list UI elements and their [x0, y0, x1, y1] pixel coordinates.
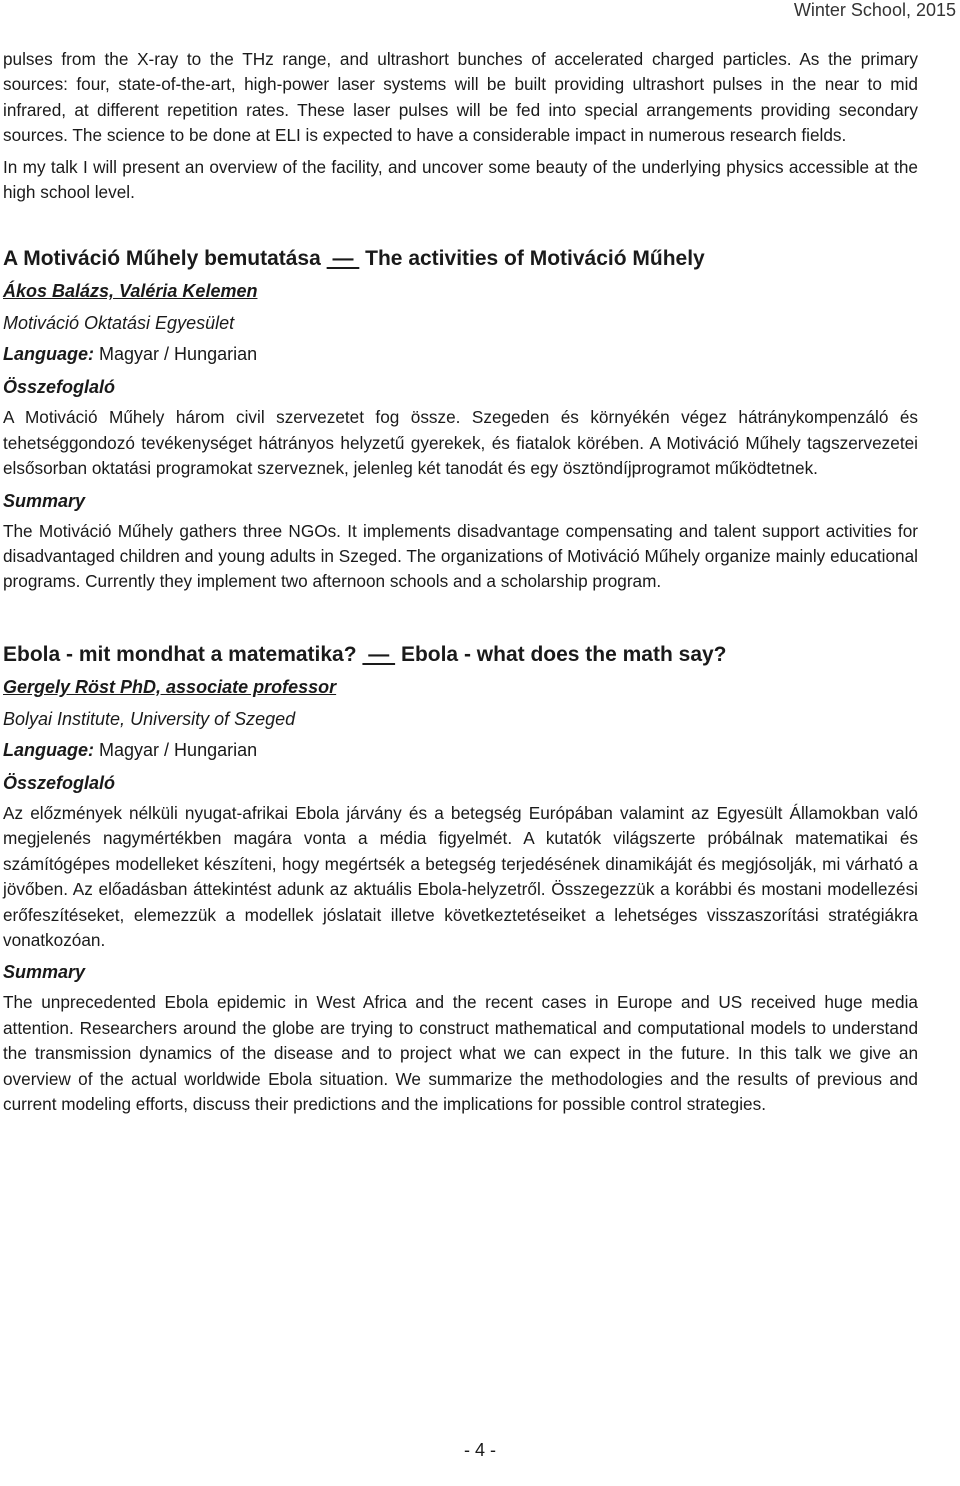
page-body	[3, 47, 918, 1117]
abstract-en: The unprecedented Ebola epidemic in West Africa and the recent cases in Europe and US received huge media attention. Researchers around the globe are trying to construct mathematical and computational models to understand the transmission dynamics of the disease and to project what we can expect in the future. In this talk we give an overview of the actual worldwide Ebola situation. We summarize the methodologies and the results of previous and current modeling efforts, discuss their predictions and the implications for possible control strategies.	[3, 992, 918, 1114]
talk-language	[3, 736, 918, 764]
language-label: Language:	[3, 739, 95, 760]
talk-title	[3, 641, 918, 669]
abstract-hu: Az előzmények nélküli nyugat-afrikai Ebola járvány és a betegség Európában valamint az Egyesült Államokban való megjelenés nagymértékben magára vonta a média figyelmét. A kutatók világszerte próbálnak matematikai és számítógépes modelleket készíteni, hogy megértsék a betegség terjedésének dinamikáját és megjósolják, mi várható a jövőben. Az előadásban áttekintést adunk az aktuális Ebola-helyzetről. Összegezzük a korábbi és mostani modellezési erőfeszítéseket, elemezzük a modellek jóslatait illetve következtetéseiket a lehetséges visszaszorítási stratégiákra vonatkozóan.	[3, 802, 918, 950]
title-separator: —	[362, 642, 396, 666]
talk-title-en: Ebola - what does the math say?	[400, 642, 727, 666]
talk-section	[3, 245, 918, 594]
talk-authors: Gergely Röst PhD, associate professor	[3, 676, 337, 697]
intro-paragraph: pulses from the X-ray to the THz range, and ultrashort bunches of accelerated charged particles. As the primary sources: four, state-of-the-art, high-power laser systems will be built providing ultrashort pulses in the near to mid infrared, at different repetition rates. These laser pulses will be fed into special arrangements providing secondary sources. The science to be done at ELI is expected to have a considerable impact in numerous research fields.	[3, 49, 918, 146]
abstract-hu-heading: Összefoglaló	[3, 772, 116, 793]
title-separator: —	[326, 247, 360, 271]
running-header: Winter School, 2015	[793, 0, 956, 20]
language-label: Language:	[3, 344, 95, 365]
page-number: - 4 -	[463, 1440, 496, 1460]
talk-authors: Ákos Balázs, Valéria Kelemen	[3, 281, 258, 302]
abstract-en-heading: Summary	[3, 490, 86, 511]
talk-title-en: The activities of Motiváció Műhely	[365, 247, 705, 271]
talk-affiliation: Bolyai Institute, University of Szeged	[3, 708, 296, 729]
talk-language	[3, 340, 918, 368]
abstract-en: The Motiváció Műhely gathers three NGOs. It implements disadvantage compensating and talent support activities for disadvantaged children and young adults in Szeged. The organizations of Motiváció Műhely organize mainly educational programs. Currently they implement two afternoon schools and a scholarship program.	[3, 520, 918, 592]
abstract-hu-heading: Összefoglaló	[3, 377, 116, 398]
language-value: Magyar / Hungarian	[99, 739, 258, 760]
talk-section	[3, 641, 918, 1117]
talk-title	[3, 245, 918, 273]
talk-affiliation: Motiváció Oktatási Egyesület	[3, 313, 235, 334]
intro-paragraph: In my talk I will present an overview of the facility, and uncover some beauty of the underlying physics accessible at the high school level.	[3, 156, 918, 203]
abstract-en-heading: Summary	[3, 962, 86, 983]
language-value: Magyar / Hungarian	[99, 344, 258, 365]
talk-title-hu: Ebola - mit mondhat a matematika?	[3, 642, 357, 666]
talk-title-hu: A Motiváció Műhely bemutatása	[3, 247, 321, 271]
abstract-hu: A Motiváció Műhely három civil szervezetet fog össze. Szegeden és környékén végez hátránykompenzáló és tehetséggondozó tevékenységet hátrányos helyzetű gyerekek, és fiatalok körében. A Motiváció Műhely tagszervezetei elsősorban oktatási programokat szerveznek, jelenleg két tanodát és egy ösztöndíjprogramot működtetnek.	[3, 407, 918, 479]
